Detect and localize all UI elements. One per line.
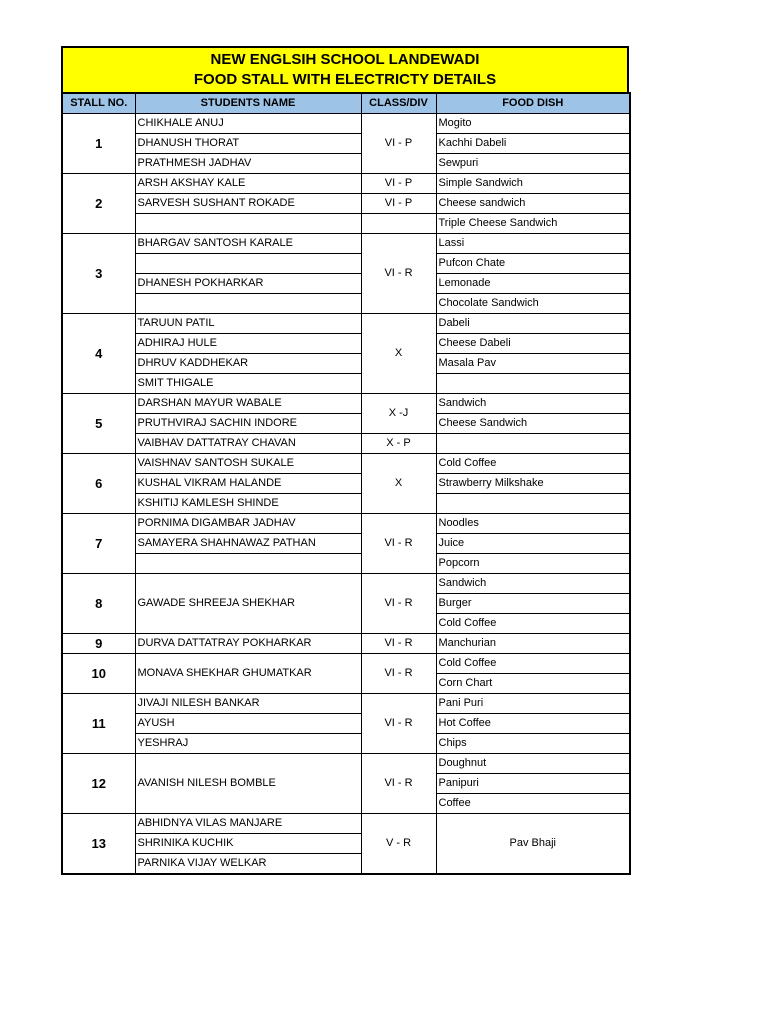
food-dish: Cold Coffee bbox=[436, 614, 630, 634]
food-dish: Masala Pav bbox=[436, 354, 630, 374]
class-div: VI - R bbox=[361, 754, 436, 814]
food-dish: Chocolate Sandwich bbox=[436, 294, 630, 314]
title-line-1: NEW ENGLSIH SCHOOL LANDEWADI bbox=[210, 51, 480, 68]
student-name: SHRINIKA KUCHIK bbox=[135, 834, 361, 854]
table-row bbox=[62, 354, 630, 374]
stall-number: 11 bbox=[62, 694, 135, 754]
food-dish bbox=[436, 374, 630, 394]
class-div: X bbox=[361, 454, 436, 514]
student-name: DARSHAN MAYUR WABALE bbox=[135, 394, 361, 414]
stall-number: 10 bbox=[62, 654, 135, 694]
student-name: ARSH AKSHAY KALE bbox=[135, 174, 361, 194]
table-row bbox=[62, 754, 630, 774]
food-dish: Sandwich bbox=[436, 574, 630, 594]
table-row bbox=[62, 254, 630, 274]
food-dish bbox=[436, 494, 630, 514]
class-div: VI - R bbox=[361, 574, 436, 634]
table-row bbox=[62, 494, 630, 514]
student-name: VAIBHAV DATTATRAY CHAVAN bbox=[135, 434, 361, 454]
class-div: VI - R bbox=[361, 634, 436, 654]
table-row bbox=[62, 554, 630, 574]
class-div: VI - R bbox=[361, 514, 436, 574]
food-dish: Simple Sandwich bbox=[436, 174, 630, 194]
student-name bbox=[135, 554, 361, 574]
student-name: SARVESH SUSHANT ROKADE bbox=[135, 194, 361, 214]
stall-number: 6 bbox=[62, 454, 135, 514]
student-name bbox=[135, 254, 361, 274]
stall-number: 1 bbox=[62, 114, 135, 174]
table-row bbox=[62, 454, 630, 474]
stall-number: 7 bbox=[62, 514, 135, 574]
food-dish: Doughnut bbox=[436, 754, 630, 774]
student-name: PARNIKA VIJAY WELKAR bbox=[135, 854, 361, 875]
table-row bbox=[62, 714, 630, 734]
food-dish: Cold Coffee bbox=[436, 454, 630, 474]
table-row bbox=[62, 234, 630, 254]
food-dish: Corn Chart bbox=[436, 674, 630, 694]
food-dish: Cheese Sandwich bbox=[436, 414, 630, 434]
class-div: VI - R bbox=[361, 234, 436, 314]
table-row bbox=[62, 114, 630, 134]
table-row bbox=[62, 314, 630, 334]
header-students-name: STUDENTS NAME bbox=[135, 93, 361, 114]
student-name: AVANISH NILESH BOMBLE bbox=[135, 754, 361, 814]
table-row bbox=[62, 394, 630, 414]
food-stall-sheet bbox=[61, 46, 629, 875]
table-body bbox=[62, 114, 630, 875]
food-dish: Pani Puri bbox=[436, 694, 630, 714]
table-row bbox=[62, 194, 630, 214]
header-stall-no: STALL NO. bbox=[62, 93, 135, 114]
food-dish: Popcorn bbox=[436, 554, 630, 574]
student-name: KSHITIJ KAMLESH SHINDE bbox=[135, 494, 361, 514]
food-dish: Pufcon Chate bbox=[436, 254, 630, 274]
table-row bbox=[62, 734, 630, 754]
food-dish: Sewpuri bbox=[436, 154, 630, 174]
food-dish: Dabeli bbox=[436, 314, 630, 334]
student-name bbox=[135, 294, 361, 314]
stall-number: 3 bbox=[62, 234, 135, 314]
class-div: X - P bbox=[361, 434, 436, 454]
table-row bbox=[62, 414, 630, 434]
student-name: ADHIRAJ HULE bbox=[135, 334, 361, 354]
food-dish: Panipuri bbox=[436, 774, 630, 794]
stall-number: 12 bbox=[62, 754, 135, 814]
class-div: X -J bbox=[361, 394, 436, 434]
class-div: VI - R bbox=[361, 694, 436, 754]
student-name: TARUUN PATIL bbox=[135, 314, 361, 334]
student-name: PRATHMESH JADHAV bbox=[135, 154, 361, 174]
table-row bbox=[62, 214, 630, 234]
student-name: YESHRAJ bbox=[135, 734, 361, 754]
class-div: X bbox=[361, 314, 436, 394]
student-name: MONAVA SHEKHAR GHUMATKAR bbox=[135, 654, 361, 694]
table-row bbox=[62, 154, 630, 174]
food-dish: Kachhi Dabeli bbox=[436, 134, 630, 154]
stall-table bbox=[61, 92, 631, 875]
student-name: DHRUV KADDHEKAR bbox=[135, 354, 361, 374]
stall-number: 4 bbox=[62, 314, 135, 394]
food-dish: Lemonade bbox=[436, 274, 630, 294]
table-row bbox=[62, 274, 630, 294]
student-name: PORNIMA DIGAMBAR JADHAV bbox=[135, 514, 361, 534]
food-dish: Sandwich bbox=[436, 394, 630, 414]
table-row bbox=[62, 634, 630, 654]
stall-number: 8 bbox=[62, 574, 135, 634]
food-dish: Hot Coffee bbox=[436, 714, 630, 734]
stall-number: 13 bbox=[62, 814, 135, 875]
class-div: VI - P bbox=[361, 174, 436, 194]
student-name: ABHIDNYA VILAS MANJARE bbox=[135, 814, 361, 834]
food-dish: Noodles bbox=[436, 514, 630, 534]
table-row bbox=[62, 574, 630, 594]
table-row bbox=[62, 174, 630, 194]
class-div: V - R bbox=[361, 814, 436, 875]
student-name: DHANESH POKHARKAR bbox=[135, 274, 361, 294]
stall-number: 5 bbox=[62, 394, 135, 454]
food-dish: Burger bbox=[436, 594, 630, 614]
table-row bbox=[62, 534, 630, 554]
student-name: KUSHAL VIKRAM HALANDE bbox=[135, 474, 361, 494]
sheet-title bbox=[61, 46, 629, 92]
food-dish: Coffee bbox=[436, 794, 630, 814]
title-line-2: FOOD STALL WITH ELECTRICTY DETAILS bbox=[193, 71, 497, 88]
student-name: SAMAYERA SHAHNAWAZ PATHAN bbox=[135, 534, 361, 554]
table-row bbox=[62, 134, 630, 154]
food-dish: Triple Cheese Sandwich bbox=[436, 214, 630, 234]
table-row bbox=[62, 374, 630, 394]
student-name: AYUSH bbox=[135, 714, 361, 734]
student-name: VAISHNAV SANTOSH SUKALE bbox=[135, 454, 361, 474]
food-dish: Chips bbox=[436, 734, 630, 754]
table-row bbox=[62, 514, 630, 534]
student-name: BHARGAV SANTOSH KARALE bbox=[135, 234, 361, 254]
header-row bbox=[62, 93, 630, 114]
table-row bbox=[62, 434, 630, 454]
food-dish: Mogito bbox=[436, 114, 630, 134]
student-name: DURVA DATTATRAY POKHARKAR bbox=[135, 634, 361, 654]
stall-number: 9 bbox=[62, 634, 135, 654]
food-dish: Juice bbox=[436, 534, 630, 554]
class-div bbox=[361, 214, 436, 234]
student-name: DHANUSH THORAT bbox=[135, 134, 361, 154]
student-name: CHIKHALE ANUJ bbox=[135, 114, 361, 134]
food-dish bbox=[436, 434, 630, 454]
table-row bbox=[62, 654, 630, 674]
student-name: PRUTHVIRAJ SACHIN INDORE bbox=[135, 414, 361, 434]
class-div: VI - P bbox=[361, 114, 436, 174]
class-div: VI - R bbox=[361, 654, 436, 694]
stall-number: 2 bbox=[62, 174, 135, 234]
student-name: SMIT THIGALE bbox=[135, 374, 361, 394]
food-dish: Cheese sandwich bbox=[436, 194, 630, 214]
table-row bbox=[62, 334, 630, 354]
table-row bbox=[62, 294, 630, 314]
student-name: GAWADE SHREEJA SHEKHAR bbox=[135, 574, 361, 634]
table-row bbox=[62, 814, 630, 834]
food-dish: Lassi bbox=[436, 234, 630, 254]
header-class-div: CLASS/DIV bbox=[361, 93, 436, 114]
table-row bbox=[62, 694, 630, 714]
student-name bbox=[135, 214, 361, 234]
table-row bbox=[62, 474, 630, 494]
food-dish: Manchurian bbox=[436, 634, 630, 654]
class-div: VI - P bbox=[361, 194, 436, 214]
header-food-dish: FOOD DISH bbox=[436, 93, 630, 114]
food-dish: Pav Bhaji bbox=[436, 814, 630, 875]
food-dish: Cheese Dabeli bbox=[436, 334, 630, 354]
student-name: JIVAJI NILESH BANKAR bbox=[135, 694, 361, 714]
food-dish: Cold Coffee bbox=[436, 654, 630, 674]
food-dish: Strawberry Milkshake bbox=[436, 474, 630, 494]
